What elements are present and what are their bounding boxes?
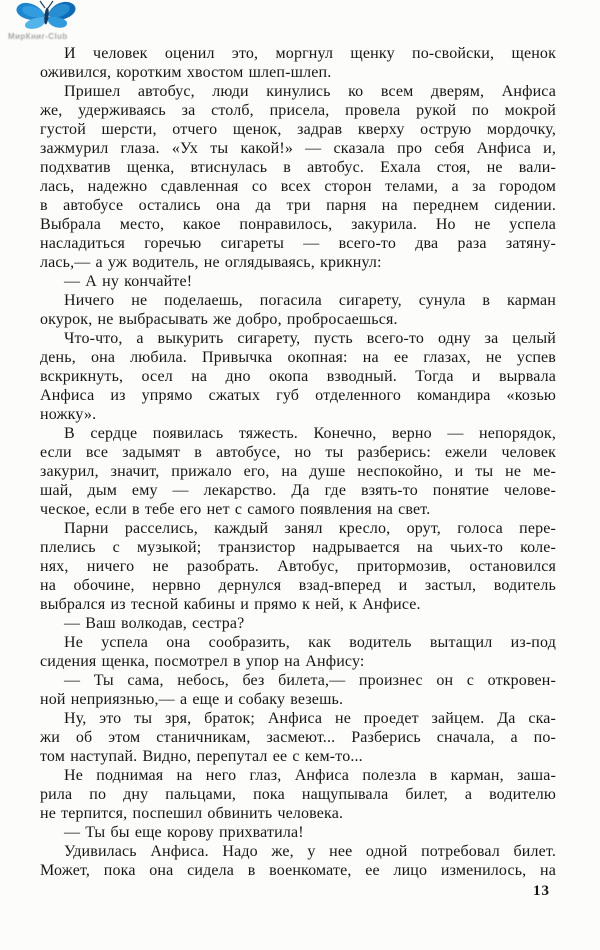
text-line: жи об этом станичникам, засмеют... Разберись сначала, а по- [40,729,556,746]
text-line: на обочине, нервно дернулся взад-вперед и застыл, водитель [40,577,556,594]
text-line: не терпится, поспешил обвинить человека. [40,805,344,822]
text-line: зажмурил глаза. «Ух ты какой!» — сказала про себя Анфиса и, [40,140,556,157]
text-line: нях, ничего не разобрать. Автобус, притормозив, остановился [40,558,556,575]
text-line: Не успела она сообразить, как водитель вытащил из-под [64,634,556,651]
text-line: Пришел автобус, люди кинулись ко всем дверям, Анфиса [64,83,556,100]
text-line: шай, дым ему — лекарство. Да где взять-то понятие челове- [40,482,556,499]
text-line: ножку». [40,406,97,423]
text-line: Парни расселись, каждый занял кресло, орут, голоса пере- [64,520,556,537]
text-line: в автобусе остались она да три парня на переднем сидении. [40,197,556,214]
text-line: плелись с музыкой; транзистор надрывается на чьих-то коле- [40,539,556,556]
text-line: Удивилась Анфиса. Надо же, у нее одной потребовал билет. [64,843,556,860]
watermark-label: МирКниг-Club [8,32,68,41]
text-line: — Ты сама, небось, без билета,— произнес он с откровен- [64,672,556,689]
text-line: густой шерсти, отчего щенок, задрав кверху острую мордочку, [40,121,556,138]
butterfly-icon [12,0,80,31]
text-line: выбрался из тесной кабины и прямо к ней, к Анфисе. [40,596,421,613]
text-line: Может, пока она сидела в военкомате, ее лицо изменилось, на [40,862,556,879]
text-line: том наступай. Видно, перепутал ее с кем-то... [40,748,363,765]
text-line: сидения щенка, посмотрел в упор на Анфису: [40,653,365,670]
text-line: — А ну кончайте! [64,273,193,290]
text-line: лась, надежно сдавленная со всех сторон телами, а за городом [40,178,556,195]
text-line: окурок, не выбрасывать же добро, пробросаешься. [40,311,398,328]
text-line: день, она любила. Привычка окопная: на ее глазах, не успев [40,349,556,366]
text-line: ческое, если в тебе его нет с самого появления на свет. [40,501,431,518]
text-line: Ну, это ты зря, браток; Анфиса не проедет зайцем. Да ска- [64,710,556,727]
text-line: Ничего не поделаешь, погасила сигарету, сунула в карман [64,292,556,309]
text-line: Не поднимая на него глаз, Анфиса полезла в карман, заша- [64,767,556,784]
page-number: 13 [533,883,550,899]
text-line: Анфиса из упрямо сжатых губ отделенного командира «козью [40,387,556,404]
text-line: лась,— а уж водитель, не оглядываясь, крикнул: [40,254,382,271]
site-watermark [8,0,98,41]
text-line: Что-что, а выкурить сигарету, пусть всего-то одну за целый [64,330,556,347]
text-line: И человек оценил это, моргнул щенку по-свойски, щенок [64,45,556,62]
text-line: оживился, коротким хвостом шлеп-шлеп. [40,64,332,81]
text-line: В сердце появилась тяжесть. Конечно, верно — непорядок, [64,425,556,442]
text-line: Выбрала место, какое понравилось, закурила. Но не успела [40,216,556,233]
text-line: — Ты бы еще корову прихватила! [64,824,304,841]
text-line: рила по дну пальцами, пока нащупывала билет, а водителю [40,786,556,803]
text-line: же, удерживаясь за столб, присела, провела рукой по мокрой [40,102,556,119]
text-block [40,44,556,880]
text-line: закурил, значит, прижало его, на душе неспокойно, и ты не ме- [40,463,556,480]
text-line: вскрикнуть, осел на дно окопа взводный. Тогда и вырвала [40,368,556,385]
text-line: подхватив щенка, втиснулась в автобус. Ехала стоя, не вали- [40,159,556,176]
text-line: — Ваш волкодав, сестра? [64,615,245,632]
text-line: насладиться горечью сигареты — всего-то два раза затяну- [40,235,556,252]
text-line: ной неприязнью,— а еще и собаку везешь. [40,691,344,708]
text-line: если все задымят в автобусе, но ты разберись: ежели человек [40,444,556,461]
